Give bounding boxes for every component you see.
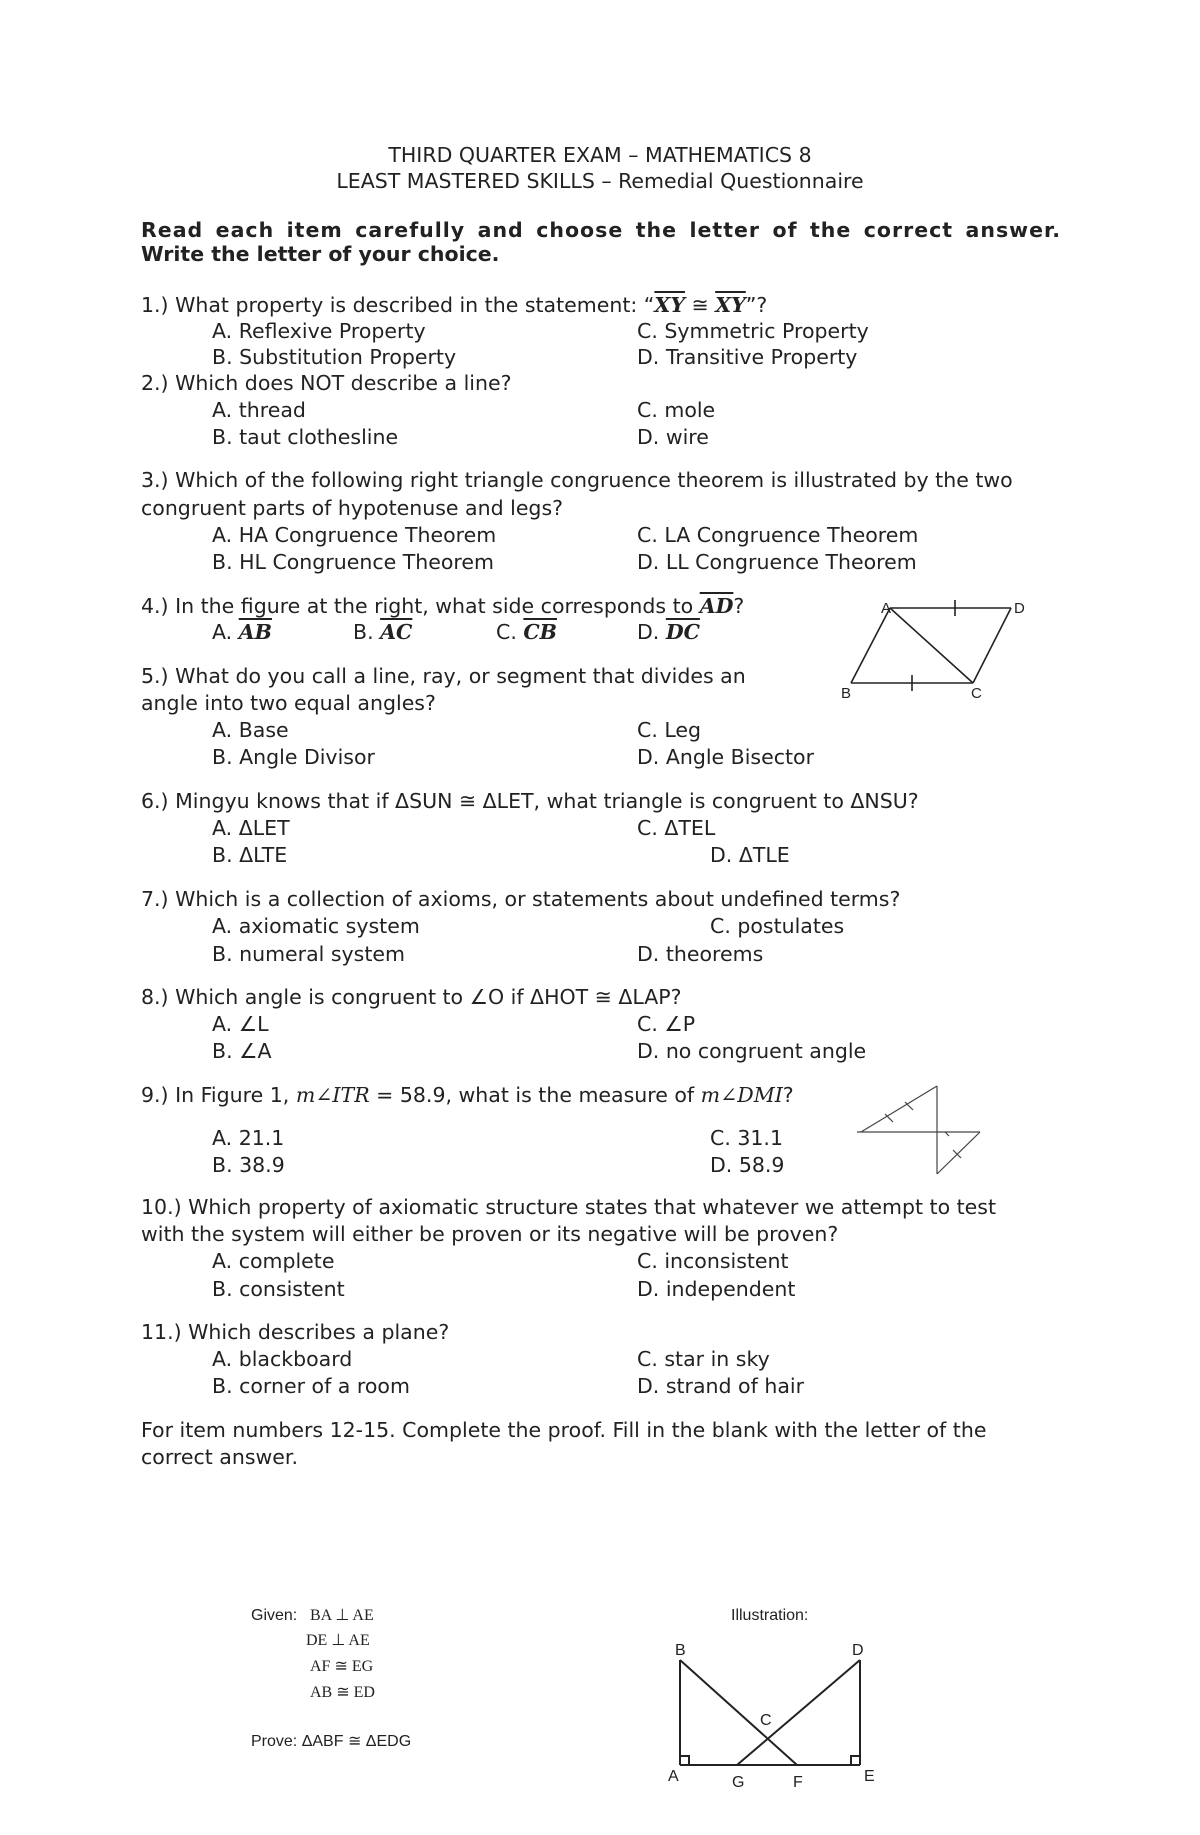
q6-stem: 6.) Mingyu knows that if ΔSUN ≅ ΔLET, what triangle is congruent to ΔNSU?: [141, 789, 919, 813]
q1-option-b[interactable]: B. Substitution Property: [212, 345, 457, 369]
q11-option-c[interactable]: C. star in sky: [637, 1347, 770, 1371]
diagonal-ac: [890, 608, 973, 683]
prove-statement: Prove: ΔABF ≅ ΔEDG: [251, 1733, 412, 1750]
point-label-b: B: [675, 1642, 686, 1659]
q5-option-d[interactable]: D. Angle Bisector: [637, 745, 815, 769]
segment-dg: [737, 1660, 860, 1765]
illustration-label: Illustration:: [731, 1607, 809, 1624]
given-statement-2: DE ⊥ AE: [306, 1632, 370, 1649]
q5-option-c[interactable]: C. Leg: [637, 718, 702, 742]
q7-option-a[interactable]: A. axiomatic system: [212, 914, 420, 938]
q8-option-c[interactable]: C. ∠P: [637, 1012, 696, 1036]
q1-option-a[interactable]: A. Reflexive Property: [212, 319, 426, 343]
point-label-f: F: [793, 1774, 803, 1791]
q10-option-d[interactable]: D. independent: [637, 1277, 796, 1301]
q9-option-b[interactable]: B. 38.9: [212, 1153, 285, 1177]
q6-option-d[interactable]: D. ΔTLE: [710, 843, 790, 867]
q3-option-a[interactable]: A. HA Congruence Theorem: [212, 523, 497, 547]
q3-stem-line-2: congruent parts of hypotenuse and legs?: [141, 496, 564, 520]
vertex-label-b: B: [841, 685, 852, 702]
point-label-a: A: [668, 1768, 679, 1785]
q8-option-a[interactable]: A. ∠L: [212, 1012, 269, 1036]
q1-option-d[interactable]: D. Transitive Property: [637, 345, 858, 369]
proof-intro-line-2: correct answer.: [141, 1445, 298, 1469]
q9-figure-1: [845, 1080, 995, 1180]
q2-option-a[interactable]: A. thread: [212, 398, 306, 422]
q4-option-d[interactable]: D. $\overline{DC}$: [637, 620, 700, 644]
point-label-e: E: [864, 1768, 875, 1785]
q4-option-c[interactable]: C. $\overline{CB}$: [496, 620, 558, 644]
right-angle-e: [851, 1756, 860, 1765]
point-label-g: G: [732, 1774, 745, 1791]
q6-option-b[interactable]: B. ΔLTE: [212, 843, 288, 867]
q11-option-b[interactable]: B. corner of a room: [212, 1374, 410, 1398]
q5-option-b[interactable]: B. Angle Divisor: [212, 745, 375, 769]
segment-bf: [680, 1660, 797, 1765]
point-label-c: C: [760, 1712, 772, 1729]
q7-stem: 7.) Which is a collection of axioms, or statements about undefined terms?: [141, 887, 901, 911]
proof-intro-line-1: For item numbers 12-15. Complete the proof. Fill in the blank with the letter of the: [141, 1418, 987, 1442]
q5-option-a[interactable]: A. Base: [212, 718, 289, 742]
q8-option-d[interactable]: D. no congruent angle: [637, 1039, 867, 1063]
q8-option-b[interactable]: B. ∠A: [212, 1039, 272, 1063]
right-angle-a: [680, 1756, 689, 1765]
q11-stem: 11.) Which describes a plane?: [141, 1320, 450, 1344]
q4-option-a[interactable]: A. $\overline{AB}$: [212, 620, 272, 644]
lower-diagonal: [937, 1132, 980, 1174]
q10-option-c[interactable]: C. inconsistent: [637, 1249, 789, 1273]
q10-stem-line-2: with the system will either be proven or its negative will be proven?: [141, 1222, 839, 1246]
q9-option-a[interactable]: A. 21.1: [212, 1126, 285, 1150]
q2-option-c[interactable]: C. mole: [637, 398, 716, 422]
q5-stem-line-1: 5.) What do you call a line, ray, or segment that divides an: [141, 664, 746, 688]
q3-option-d[interactable]: D. LL Congruence Theorem: [637, 550, 917, 574]
instructions: [141, 218, 1061, 266]
exam-subtitle: LEAST MASTERED SKILLS – Remedial Questionnaire: [336, 169, 864, 193]
given-statement-3: AF ≅ EG: [310, 1658, 374, 1675]
q4-parallelogram-figure: [835, 595, 1035, 705]
exam-title: THIRD QUARTER EXAM – MATHEMATICS 8: [388, 143, 812, 167]
q1-stem: 1.) What property is described in the statement: “$\overline{XY}$ ≅ $\overline{XY}$”?: [141, 293, 768, 317]
q2-option-d[interactable]: D. wire: [637, 425, 709, 449]
q10-stem-line-1: 10.) Which property of axiomatic structure states that whatever we attempt to test: [141, 1195, 997, 1219]
q1-segment-2: $\overline{XY}$: [715, 293, 746, 317]
given-statement-1: BA ⊥ AE: [310, 1607, 374, 1624]
q10-option-b[interactable]: B. consistent: [212, 1277, 345, 1301]
q1-segment-1: $\overline{XY}$: [654, 293, 685, 317]
q9-option-c[interactable]: C. 31.1: [710, 1126, 783, 1150]
q7-option-b[interactable]: B. numeral system: [212, 942, 405, 966]
proof-illustration: [660, 1630, 890, 1795]
point-label-d: D: [852, 1642, 864, 1659]
q4-stem: 4.) In the figure at the right, what side corresponds to $\overline{AD}$?: [141, 594, 745, 618]
q4-option-b[interactable]: B. $\overline{AC}$: [353, 620, 413, 644]
instructions-line-2: Write the letter of your choice.: [141, 242, 500, 266]
instructions-line-1: Read each item carefully and choose the letter of the correct answer.: [141, 218, 1061, 242]
upper-diagonal: [861, 1086, 937, 1132]
side-dc: [973, 608, 1011, 683]
q6-option-a[interactable]: A. ΔLET: [212, 816, 290, 840]
q2-stem: 2.) Which does NOT describe a line?: [141, 371, 512, 395]
q3-option-b[interactable]: B. HL Congruence Theorem: [212, 550, 494, 574]
given-label: Given:: [251, 1607, 298, 1624]
q9-option-d[interactable]: D. 58.9: [710, 1153, 785, 1177]
vertex-label-d: D: [1014, 600, 1025, 617]
q3-stem-line-1: 3.) Which of the following right triangle congruence theorem is illustrated by the two: [141, 468, 1013, 492]
q3-option-c[interactable]: C. LA Congruence Theorem: [637, 523, 919, 547]
given-statement-4: AB ≅ ED: [310, 1684, 375, 1701]
q7-option-c[interactable]: C. postulates: [710, 914, 845, 938]
vertex-label-a: A: [881, 600, 892, 617]
vertex-label-c: C: [971, 685, 982, 702]
q10-option-a[interactable]: A. complete: [212, 1249, 335, 1273]
q9-stem: 9.) In Figure 1, m∠ITR = 58.9, what is the measure of m∠DMI?: [141, 1083, 794, 1107]
side-ab: [851, 608, 890, 683]
q9-expression-1: m∠ITR: [295, 1083, 370, 1107]
q9-expression-2: m∠DMI: [700, 1083, 783, 1107]
q5-stem-line-2: angle into two equal angles?: [141, 691, 436, 715]
q11-option-d[interactable]: D. strand of hair: [637, 1374, 805, 1398]
q6-option-c[interactable]: C. ΔTEL: [637, 816, 716, 840]
q1-option-c[interactable]: C. Symmetric Property: [637, 319, 869, 343]
q2-option-b[interactable]: B. taut clothesline: [212, 425, 399, 449]
q11-option-a[interactable]: A. blackboard: [212, 1347, 353, 1371]
q4-segment: $\overline{AD}$: [699, 594, 734, 618]
q7-option-d[interactable]: D. theorems: [637, 942, 764, 966]
q8-stem: 8.) Which angle is congruent to ∠O if ΔHOT ≅ ΔLAP?: [141, 985, 682, 1009]
